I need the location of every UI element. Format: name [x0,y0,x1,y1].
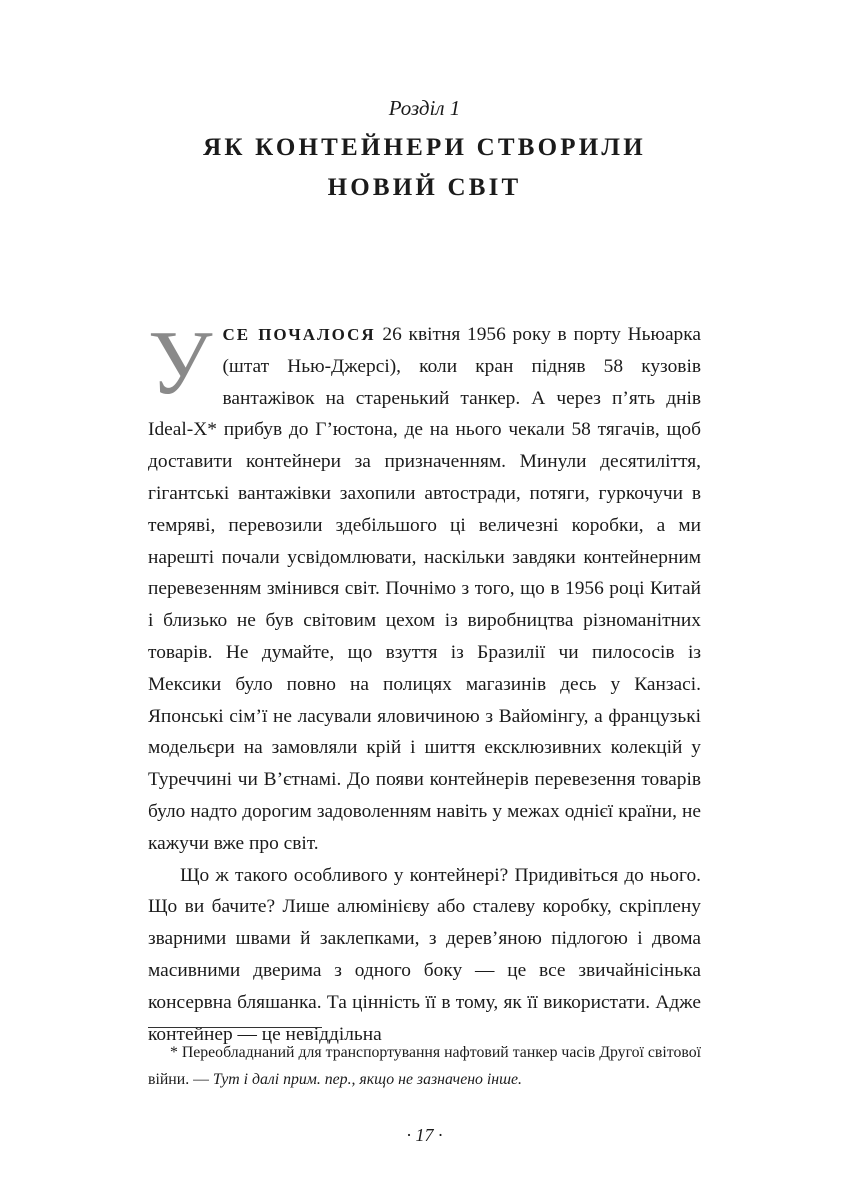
paragraph-2: Що ж такого особливого у контейнері? Придивіться до нього. Що ви бачите? Лише алюмінієву або сталеву коробку, скріплену зварними швами й заклепками, з дерев’яною підлогою і двома масивними дверима з одного боку — це все звичайнісінька консервна бляшанка. Та цінність її в тому, як її використати. Адже контейнер — це невіддільна [148,864,701,1045]
chapter-label: Розділ 1 [388,96,461,120]
footnote [148,1039,701,1093]
footnote-text: * Переобладнаний для транспортування нафтовий танкер часів Другої світової війни. — [148,1044,701,1088]
body-text [148,312,701,1050]
chapter-title-line-2: НОВИЙ СВІТ [327,174,522,201]
lead-in-smallcaps: СЕ ПОЧАЛОСЯ [222,325,376,344]
paragraph-1 [148,312,701,860]
paragraph-1-text: 26 квітня 1956 року в порту Ньюарка (штат Нью-Джерсі), коли кран підняв 58 кузовів вантажівок на старенький танкер. А через п’ять днів Ideal-X* прибув до Г’юстона, де на нього чекали 58 тягачів, щоб доставити контейнери за призначенням. Минули десятиліття, гігантські вантажівки захопили автостради, потяги, гуркочучи в темряві, перевозили здебільшого ці величезні коробки, а ми нарешті почали усвідомлювати, наскільки завдяки контейнерним перевезенням змінився світ. Почнімо з того, що в 1956 році Китай і близько не був світовим цехом із виробництва різноманітних товарів. Не думайте, що взуття із Бразилії чи пилососів із Мексики було повно на полицях магазинів десь у Канзасі. Японські сім’ї не ласували яловичиною з Вайомінгу, а французькі модельєри на замовляли крій і шиття ексклюзивних колекцій у Туреччині чи В’єтнамі. До появи контейнерів перевезення товарів було надто дорогим задоволенням навіть у межах однієї країни, не кажучи вже про світ. [148,324,701,854]
chapter-title-line-1: ЯК КОНТЕЙНЕРИ СТВОРИЛИ [203,134,646,161]
footnote-divider [148,1027,322,1028]
footnote-italic-note: Тут і далі прим. пер., якщо не зазначено інше. [212,1071,523,1088]
page-number: · 17 · [406,1125,443,1145]
drop-cap: У [148,312,213,413]
chapter-title [0,128,849,208]
